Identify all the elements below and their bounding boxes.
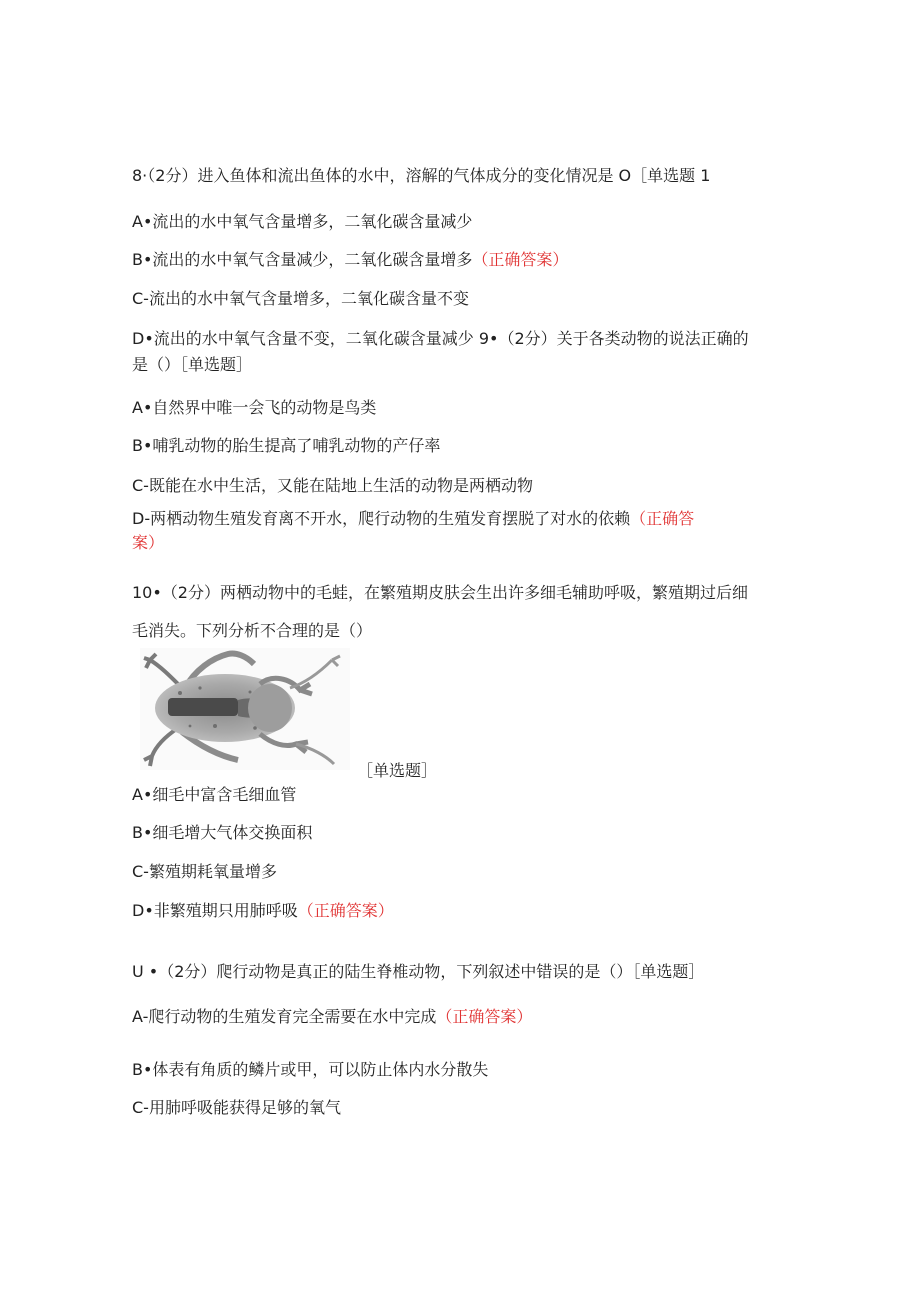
question-type-tag: ［单选题］ bbox=[357, 761, 438, 780]
correct-answer-mark: （正确答案） bbox=[436, 1007, 533, 1026]
q10-stem-line-1: 10•（2分）两栖动物中的毛蛙，在繁殖期皮肤会生出许多细毛辅助呼吸，繁殖期过后细 bbox=[132, 583, 748, 602]
q9-stem-continued: 是（）［单选题］ bbox=[132, 355, 253, 374]
frog-image bbox=[140, 648, 350, 770]
q8-option-d: D•流出的水中氧气含量不变，二氧化碳含量减少 9•（2分）关于各类动物的说法正确的 bbox=[132, 329, 749, 348]
q8-option-a: A•流出的水中氧气含量增多，二氧化碳含量减少 bbox=[132, 212, 473, 231]
q9-option-d bbox=[132, 508, 694, 530]
q11-option-a-text: A-爬行动物的生殖发育完全需要在水中完成 bbox=[132, 1007, 437, 1026]
q10-option-d-text: D•非繁殖期只用肺呼吸 bbox=[132, 901, 298, 920]
q11-option-b: B•体表有角质的鳞片或甲，可以防止体内水分散失 bbox=[132, 1060, 489, 1079]
q9-option-d-text: D-两栖动物生殖发育离不开水，爬行动物的生殖发育摆脱了对水的依赖 bbox=[132, 509, 631, 528]
q9-option-c: C-既能在水中生活，又能在陆地上生活的动物是两栖动物 bbox=[132, 476, 533, 495]
q10-stem-line-2: 毛消失。下列分析不合理的是（） bbox=[132, 621, 373, 640]
correct-answer-mark: （正确答案） bbox=[472, 250, 569, 269]
q10-option-b: B•细毛增大气体交换面积 bbox=[132, 823, 313, 842]
q9-option-b: B•哺乳动物的胎生提高了哺乳动物的产仔率 bbox=[132, 436, 441, 455]
q10-option-d bbox=[132, 900, 394, 922]
correct-answer-mark: （正确答 bbox=[630, 509, 695, 528]
correct-answer-mark-continued: 案） bbox=[132, 533, 165, 552]
q10-option-a: A•细毛中富含毛细血管 bbox=[132, 785, 297, 804]
q11-option-c: C-用肺呼吸能获得足够的氧气 bbox=[132, 1098, 341, 1117]
q8-option-b bbox=[132, 249, 568, 271]
q11-option-a bbox=[132, 1006, 532, 1028]
q10-option-c: C-繁殖期耗氧量增多 bbox=[132, 862, 277, 881]
q8-option-b-text: B•流出的水中氧气含量减少，二氧化碳含量增多 bbox=[132, 250, 473, 269]
correct-answer-mark: （正确答案） bbox=[297, 901, 394, 920]
q9-option-a: A•自然界中唯一会飞的动物是鸟类 bbox=[132, 398, 377, 417]
q8-stem: 8·（2分）进入鱼体和流出鱼体的水中，溶解的气体成分的变化情况是 O［单选题 1 bbox=[132, 166, 711, 185]
q8-option-c: C-流出的水中氧气含量增多，二氧化碳含量不变 bbox=[132, 289, 469, 308]
q11-stem: U •（2分）爬行动物是真正的陆生脊椎动物，下列叙述中错误的是（）［单选题］ bbox=[132, 962, 705, 981]
